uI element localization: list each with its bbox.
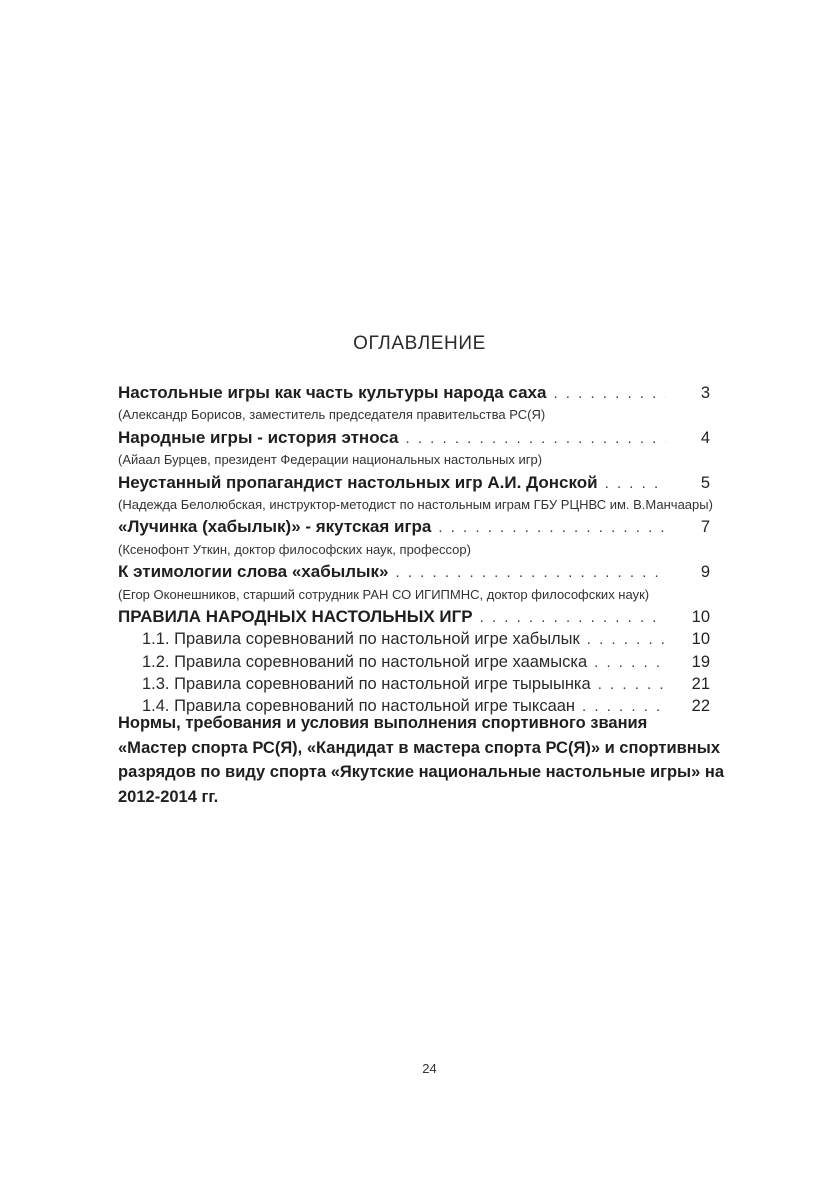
toc-entry-row (118, 606, 710, 628)
toc-subentry-page: 19 (691, 652, 710, 671)
dot-leader (605, 473, 666, 495)
closing-paragraph-line: Нормы, требования и условия выполнения спортивного звания (118, 714, 648, 732)
toc-author-line: (Ксенофонт Уткин, доктор философских наук, профессор) (118, 541, 471, 557)
toc-subentry-page: 22 (691, 697, 710, 716)
dot-leader (405, 428, 666, 450)
dot-leader (598, 674, 666, 696)
toc-entry-page: 7 (700, 518, 710, 537)
toc-entry-row (118, 472, 710, 494)
toc-entry-title: «Лучинка (хабылык)» - якутская игра (118, 517, 432, 537)
toc-entry-title: ПРАВИЛА НАРОДНЫХ НАСТОЛЬНЫХ ИГР (118, 606, 473, 626)
closing-paragraph-line: разрядов по виду спорта «Якутские национальные настольные игры» на (118, 763, 725, 781)
toc-subentry-title: 1.2. Правила соревнований по настольной игре хаамыска (142, 652, 588, 671)
table-of-contents (118, 382, 713, 718)
dot-leader (396, 562, 667, 584)
toc-entry-row (118, 561, 710, 583)
toc-subentry-title: 1.3. Правила соревнований по настольной игре тырыынка (142, 675, 591, 694)
closing-paragraph-line: 2012-2014 гг. (118, 787, 219, 806)
page-number: 24 (422, 1061, 437, 1076)
toc-subentry-title: 1.1. Правила соревнований по настольной игре хабылык (142, 630, 580, 649)
dot-leader (553, 383, 666, 405)
toc-subentry-page: 10 (691, 630, 710, 649)
dot-leader (480, 607, 666, 629)
toc-author-line: (Надежда Белолюбская, инструктор-методист по настольным играм ГБУ РЦНВС им. В.Манчаары) (118, 496, 713, 512)
toc-author-line: (Егор Оконешников, старший сотрудник РАН СО ИГИПМНС, доктор философских наук) (118, 586, 650, 602)
toc-entry-row (118, 427, 710, 449)
dot-leader (438, 517, 666, 539)
toc-entry-page: 9 (700, 563, 710, 582)
toc-author-line: (Александр Борисов, заместитель председателя правительства РС(Я) (118, 407, 546, 423)
toc-subentry-row (118, 651, 710, 673)
toc-heading: ОГЛАВЛЕНИЕ (353, 333, 486, 354)
toc-entry-page: 3 (700, 384, 710, 402)
toc-entry-title: Народные игры - история этноса (118, 427, 399, 447)
toc-subentry-row (118, 628, 710, 650)
toc-entry-title: Настольные игры как часть культуры народа саха (118, 383, 547, 402)
closing-paragraph (118, 711, 725, 809)
toc-subentry-title: 1.4. Правила соревнований по настольной игре тыксаан (142, 697, 576, 716)
toc-entry-page: 5 (700, 473, 710, 492)
closing-paragraph-line: «Мастер спорта РС(Я), «Кандидат в мастера спорта РС(Я)» и спортивных (118, 738, 720, 757)
toc-entry-row (118, 382, 710, 404)
toc-entry-row (118, 516, 710, 538)
toc-subentry-row (118, 673, 710, 695)
toc-entry-title: К этимологии слова «хабылык» (118, 562, 389, 582)
toc-entry-title: Неустанный пропагандист настольных игр А.И. Донской (118, 472, 598, 492)
toc-author-line: (Айаал Бурцев, президент Федерации национальных настольных игр) (118, 452, 543, 468)
toc-entry-page: 10 (691, 607, 710, 626)
dot-leader (594, 652, 666, 674)
toc-entry-page: 4 (700, 428, 710, 447)
toc-subentry-page: 21 (691, 675, 710, 694)
dot-leader (587, 629, 666, 651)
